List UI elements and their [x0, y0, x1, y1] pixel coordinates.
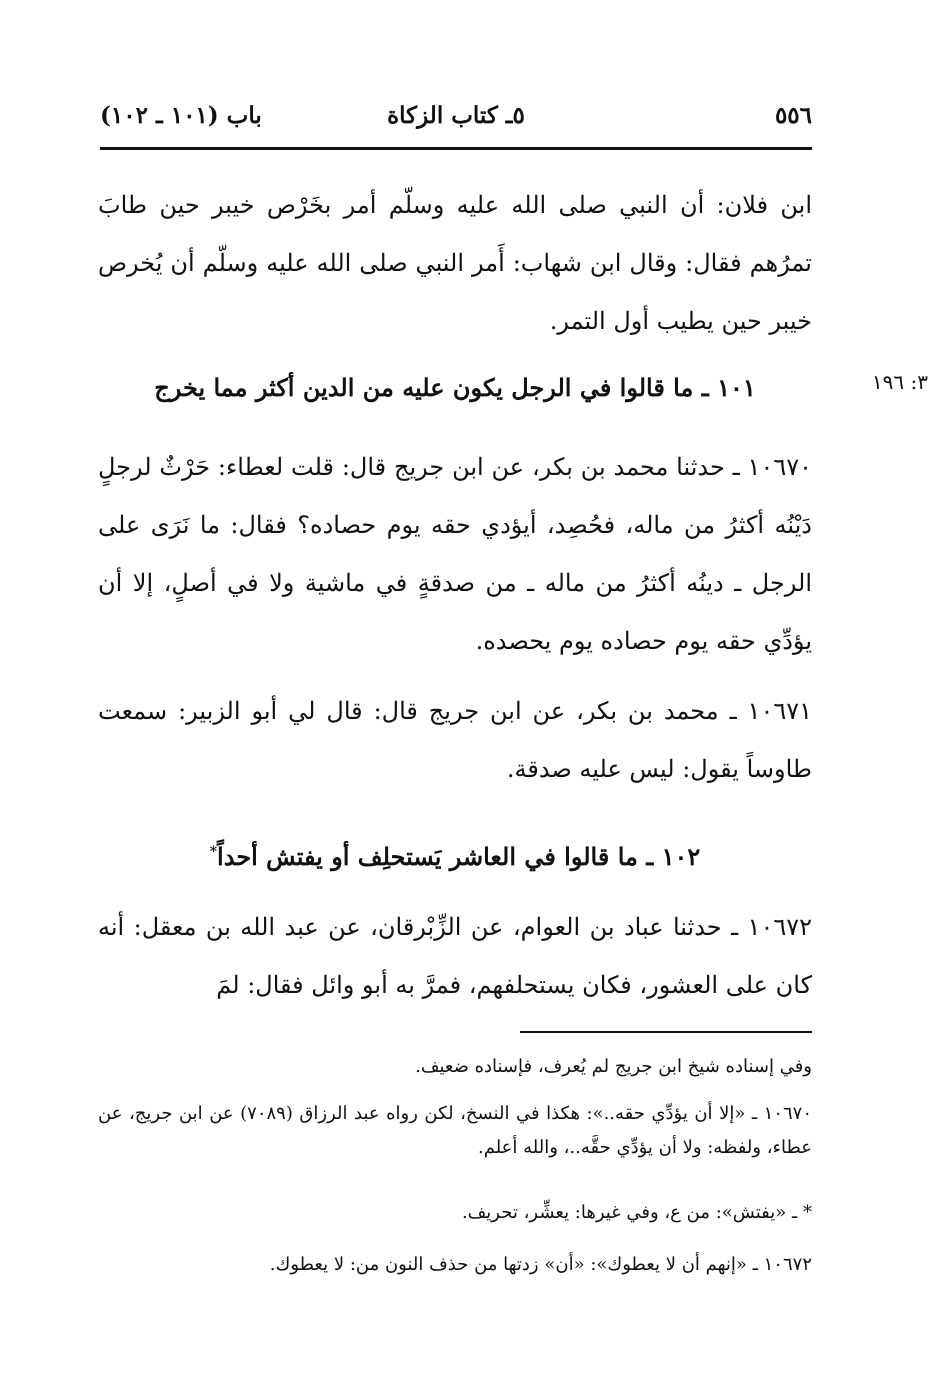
margin-reference: ٣: ١٩٦: [871, 370, 928, 394]
intro-paragraph: ابن فلان: أن النبي صلى الله عليه وسلّم أمر بخَرْص خيبر حين طابَ تمرُهم فقال: وقال ابن شهاب: أَمر النبي صلى الله عليه وسلّم أن يُخرص خيبر حين يطيب أول التمر.: [98, 191, 812, 335]
footnote: وفي إسناده شيخ ابن جريج لم يُعرف، فإسناده ضعيف.: [415, 1056, 812, 1077]
section-102-heading: [98, 832, 812, 877]
section-101-heading: ١٠١ ـ ما قالوا في الرجل يكون عليه من الدين أكثر مما يخرج: [154, 373, 756, 402]
hadith-10671: ١٠٦٧١ ـ محمد بن بكر، عن ابن جريج قال: قال لي أبو الزبير: سمعت طاوساً يقول: ليس عليه صدقة.: [98, 697, 812, 783]
footnote: ١٠٦٧٢ ـ «إنهم أن لا يعطوك»: «أن» زدتها من حذف النون من: لا يعطوك.: [269, 1254, 812, 1275]
hadith-10672: ١٠٦٧٢ ـ حدثنا عباد بن العوام، عن الزِّبْرقان، عن عبد الله بن معقل: أنه كان على العشور، فكان يستحلفهم، فمرَّ به أبو وائل فقال: لمَ: [98, 913, 812, 999]
page-number: ٥٥٦: [774, 102, 812, 129]
footnote: ١٠٦٧٠ ـ «إلا أن يؤدِّي حقه..»: هكذا في النسخ، لكن رواه عبد الرزاق (٧٠٨٩) عن ابن جريج، عن عطاء، ولفظه: ولا أن يؤدِّي حقَّه..، والله أعلم.: [98, 1103, 812, 1158]
hadith-10670: ١٠٦٧٠ ـ حدثنا محمد بن بكر، عن ابن جريج قال: قلت لعطاء: حَرْثٌ لرجلٍ دَيْنُه أكثرُ من ماله، فحُصِد، أيؤدي حقه يوم حصاده؟ فقال: ما نَرَى على الرجل ـ دينُه أكثرُ من ماله ـ من صدقةٍ في ماشية ولا في أصلٍ، إلا أن يؤدِّي حقه يوم حصاده يوم يحصده.: [98, 453, 812, 655]
chapter-title: ٥ـ كتاب الزكاة: [387, 102, 525, 129]
header-rule: [100, 147, 812, 150]
footnote-rule: [520, 1031, 812, 1033]
footnote: * ـ «يفتش»: من ع، وفي غيرها: يعشِّر، تحريف.: [461, 1202, 812, 1223]
running-header: [100, 98, 812, 138]
section-range: باب (١٠١ ـ ١٠٢): [100, 102, 262, 129]
footnote-mark: *: [209, 844, 218, 860]
section-102-heading-text: ١٠٢ ـ ما قالوا في العاشر يَستحلِف أو يفتش أحداً: [217, 842, 701, 871]
